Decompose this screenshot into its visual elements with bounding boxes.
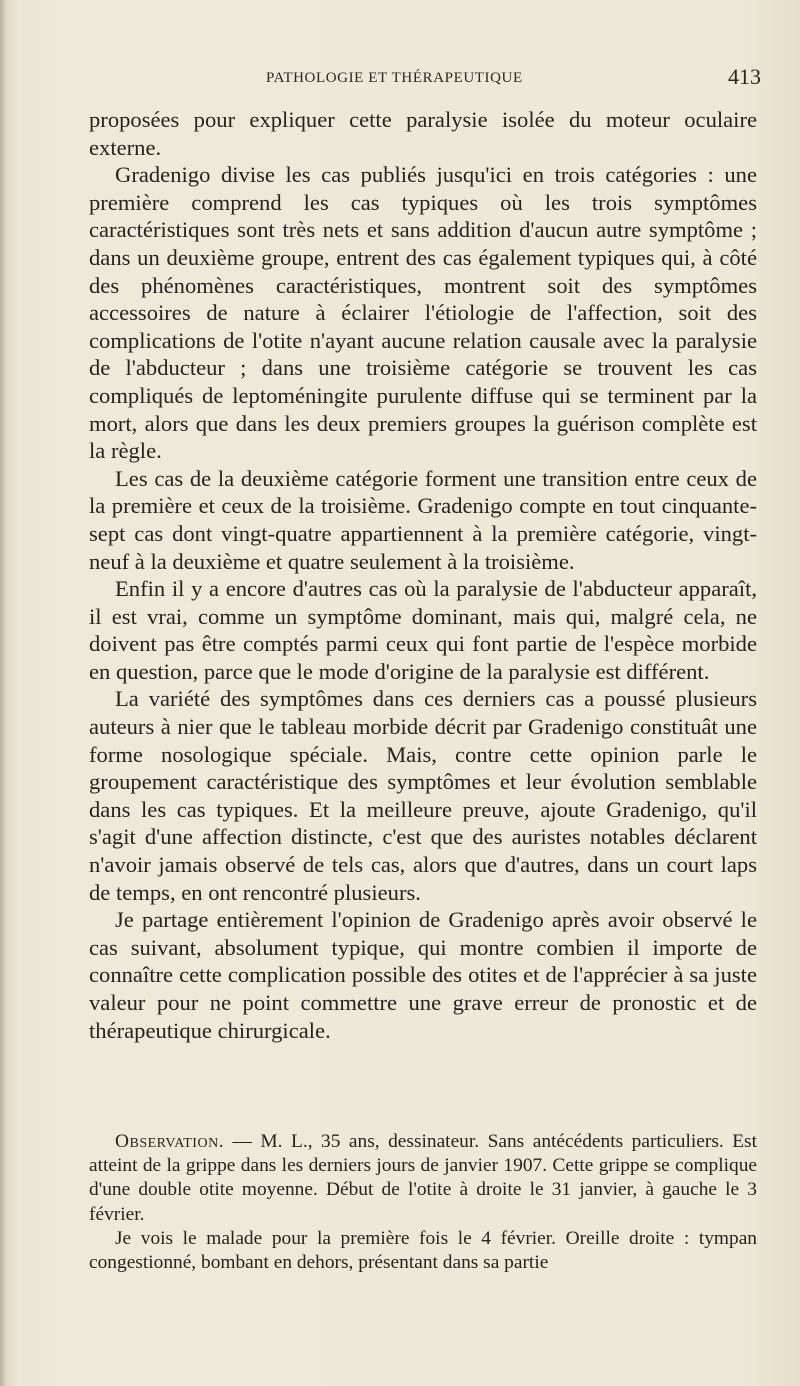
page-binding-edge	[0, 0, 6, 1386]
running-head: PATHOLOGIE ET THÉRAPEUTIQUE	[266, 70, 523, 86]
observation-section	[89, 1130, 757, 1275]
paragraph: Enfin il y a encore d'autres cas où la paralysie de l'abducteur apparaît, il est vrai, comme un symptôme dominant, mais qui, malgré cela, ne doivent pas être comptés parmi ceux qui font partie de l'espèce morbide en question, parce que le mode d'origine de la paralysie est différent.	[89, 576, 757, 684]
observation-paragraph: Je vois le malade pour la première fois le 4 février. Oreille droite : tympan congestionné, bombant en dehors, présentant dans sa partie	[89, 1227, 757, 1274]
paragraph: La variété des symptômes dans ces derniers cas a poussé plusieurs auteurs à nier que le tableau morbide décrit par Gradenigo constituât une forme nosologique spéciale. Mais, contre cette opinion parle le groupement caractéristique des symptômes et leur évolution semblable dans les cas typiques. Et la meilleure preuve, ajoute Gradenigo, qu'il s'agit d'une affection distincte, c'est que des auristes notables déclarent n'avoir jamais observé de tels cas, alors que d'autres, dans un court laps de temps, en ont rencontré plusieurs.	[89, 686, 757, 905]
paragraph: Je partage entièrement l'opinion de Gradenigo après avoir observé le cas suivant, absolument typique, qui montre combien il importe de connaître cette complication possible des otites et de l'apprécier à sa juste valeur pour ne point commettre une grave erreur de pronostic et de thérapeutique chirurgicale.	[89, 907, 757, 1043]
observation-text: — M. L., 35 ans, dessinateur. Sans antécédents particuliers. Est atteint de la grippe dans les derniers jours de janvier 1907. Cette grippe se complique d'une double otite moyenne. Début de l'otite à droite le 31 janvier, à gauche le 3 février.	[89, 1131, 757, 1225]
main-text	[89, 106, 757, 1044]
observation-label: Observation.	[115, 1131, 225, 1152]
observation-paragraph	[89, 1130, 757, 1227]
page-header	[0, 64, 800, 94]
paragraph: proposées pour expliquer cette paralysie isolée du moteur oculaire externe.	[89, 107, 757, 160]
page-number: 413	[728, 64, 761, 89]
paragraph: Les cas de la deuxième catégorie forment une transition entre ceux de la première et ceux de la troisième. Gradenigo compte en tout cinquante-sept cas dont vingt-quatre appartiennent à la première catégorie, vingt-neuf à la deuxième et quatre seulement à la troisième.	[89, 465, 757, 574]
paragraph: Gradenigo divise les cas publiés jusqu'ici en trois catégories : une première comprend les cas typiques où les trois symptômes caractéristiques sont très nets et sans addition d'aucun autre symptôme ; dans un deuxième groupe, entrent des cas également typiques qui, à côté des phénomènes caractéristiques, montrent soit des symptômes accessoires de nature à éclairer l'étiologie de l'affection, soit des complications de l'otite n'ayant aucune relation causale avec la paralysie de l'abducteur ; dans une troisième catégorie se trouvent les cas compliqués de leptoméningite purulente diffuse qui se terminent par la mort, alors que dans les deux premiers groupes la guérison complète est la règle.	[89, 162, 757, 464]
